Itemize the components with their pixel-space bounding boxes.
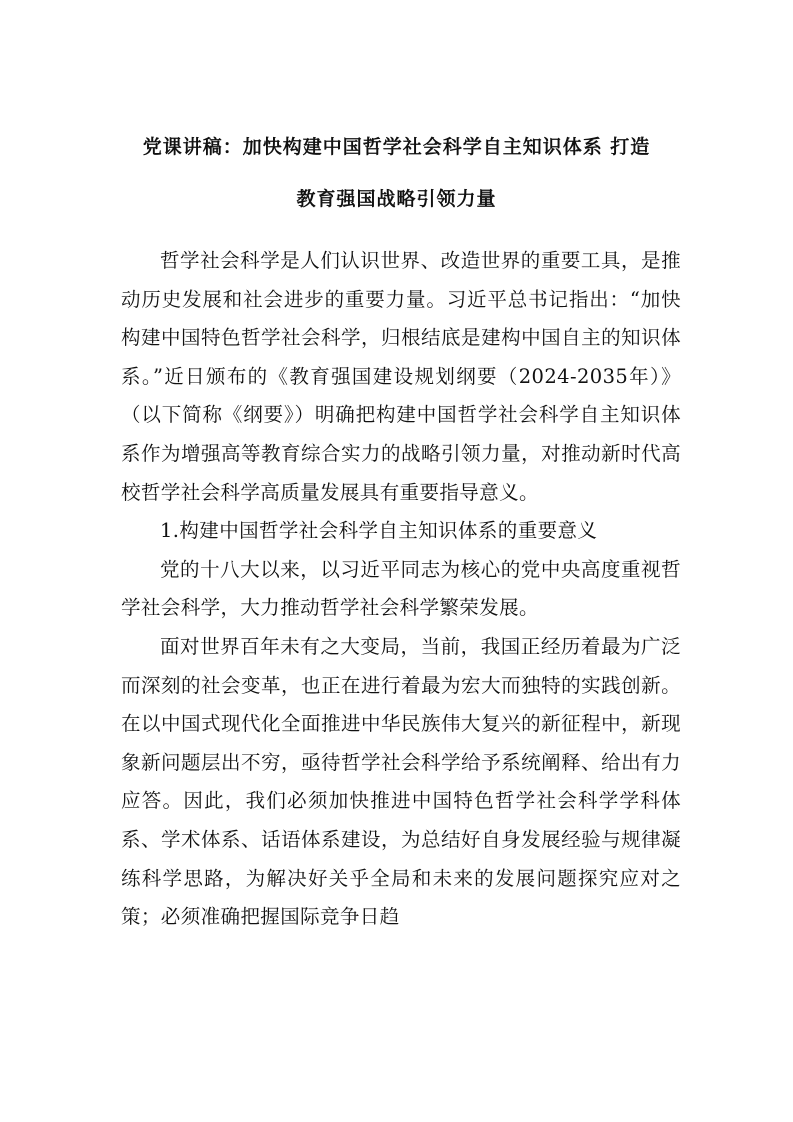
paragraph-intro: 哲学社会科学是人们认识世界、改造世界的重要工具，是推动历史发展和社会进步的重要力量。习近平总书记指出：“加快构建中国特色哲学社会科学，归根结底是建构中国自主的知识体系。”近日颁布的《教育强国建设规划纲要（2024-2035年）》（以下简称《纲要》）明确把构建中国哲学社会科学自主知识体系作为增强高等教育综合实力的战略引领力量，对推动新时代高校哲学社会科学高质量发展具有重要指导意义。	[121, 249, 681, 504]
document-body	[121, 242, 681, 937]
section-heading-1: 1.构建中国哲学社会科学自主知识体系的重要意义	[160, 519, 598, 543]
document-title-line-2: 教育强国战略引领力量	[296, 188, 497, 210]
document-title-line-1: 党课讲稿：加快构建中国哲学社会科学自主知识体系 打造	[142, 136, 651, 158]
paragraph-great-changes: 面对世界百年未有之大变局，当前，我国正经历着最为广泛而深刻的社会变革，也正在进行着最为宏大而独特的实践创新。在以中国式现代化全面推进中华民族伟大复兴的新征程中，新现象新问题层出不穷，亟待哲学社会科学给予系统阐释、给出有力应答。因此，我们必须加快推进中国特色哲学社会科学学科体系、学术体系、话语体系建设，为总结好自身发展经验与规律凝练科学思路，为解决好关乎全局和未来的发展问题探究应对之策；必须准确把握国际竞争日趋	[121, 634, 681, 929]
paragraph-party-congress: 党的十八大以来，以习近平同志为核心的党中央高度重视哲学社会科学，大力推动哲学社会科学繁荣发展。	[121, 557, 681, 620]
